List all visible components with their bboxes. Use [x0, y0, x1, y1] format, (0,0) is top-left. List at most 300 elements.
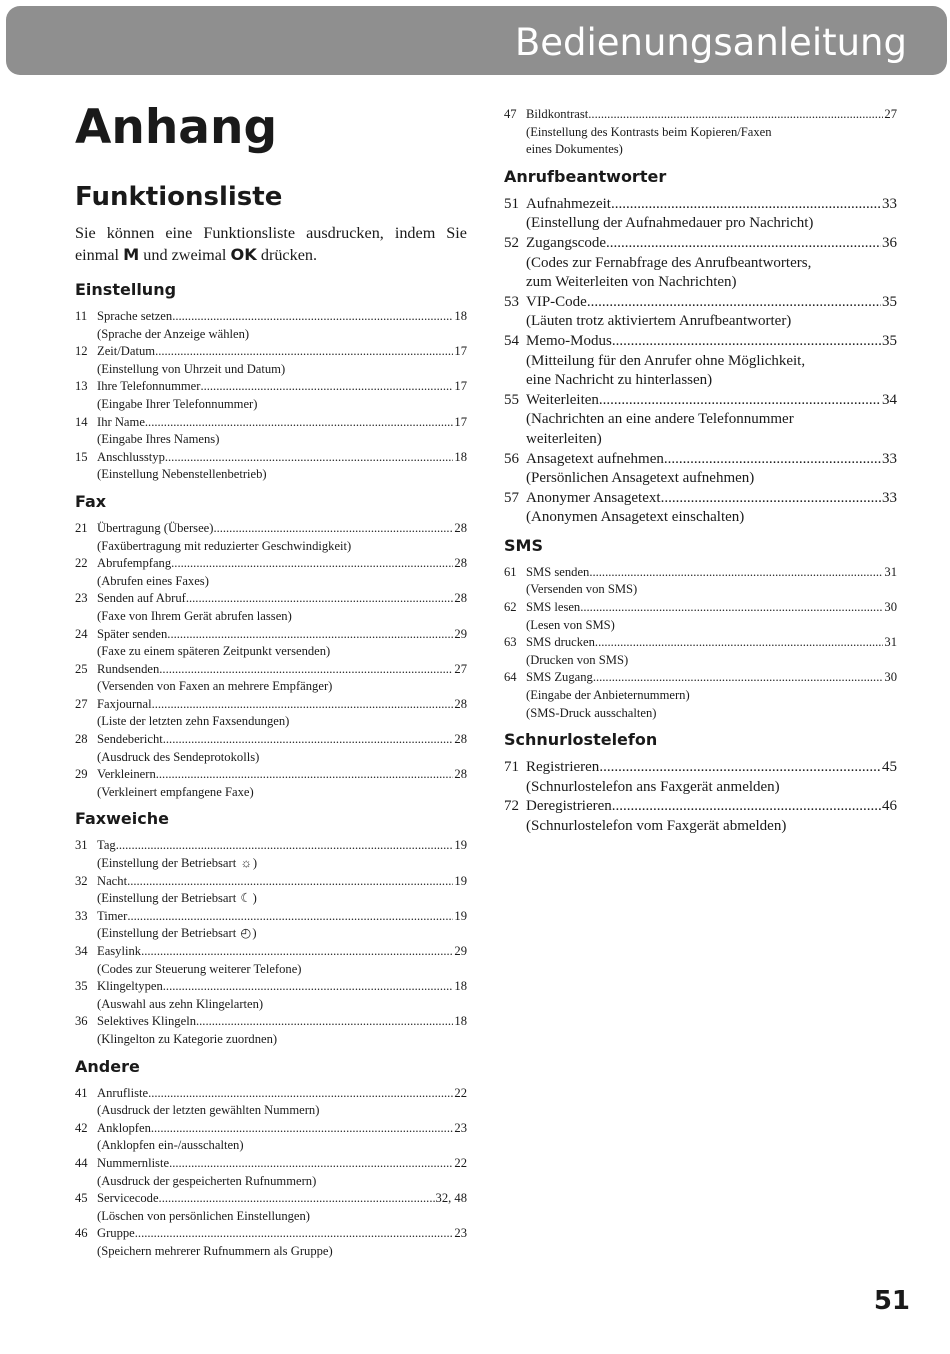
function-entry: [75, 1225, 467, 1260]
function-description: [504, 410, 897, 430]
dot-leader: [172, 308, 453, 326]
function-entry: [75, 1190, 467, 1225]
description-text: (Persönlichen Ansagetext aufnehmen): [526, 470, 755, 487]
dot-leader: [588, 106, 883, 124]
page-reference: 28: [454, 767, 467, 782]
moon-icon: ☾: [240, 891, 252, 906]
left-column: [75, 280, 467, 1269]
description-text: weiterleiten): [526, 430, 602, 447]
function-description: [504, 312, 897, 332]
function-number: 63: [504, 635, 517, 650]
description-text: (Ausdruck der gespeicherten Rufnummern): [97, 1173, 317, 1188]
function-description: [75, 396, 467, 414]
entry-line: [75, 978, 467, 996]
function-entry: [504, 489, 897, 528]
page-reference: 17: [454, 414, 467, 429]
function-number: 62: [504, 600, 517, 615]
dot-leader: [606, 234, 881, 254]
description-text: (Codes zur Fernabfrage des Anrufbeantworters,: [526, 254, 812, 271]
function-entry: [75, 626, 467, 661]
description-text: (Einstellung der Betriebsart: [97, 891, 237, 906]
function-number: 34: [75, 944, 88, 958]
description-text: (Mitteilung für den Anrufer ohne Möglichkeit,: [526, 352, 806, 369]
function-entry: [75, 978, 467, 1013]
entry-line: [504, 564, 897, 582]
section-schnurlostelefon: [504, 730, 897, 836]
page-reference: 28: [454, 556, 467, 571]
dot-leader: [145, 414, 454, 432]
function-name: Faxjournal: [97, 696, 152, 711]
section-title: SMS: [504, 535, 543, 555]
function-name: Rundsenden: [97, 661, 160, 676]
intro-part: Sie können eine Funktionsliste ausdrucken, indem Sie einmal: [75, 224, 467, 264]
function-number: 46: [75, 1226, 88, 1241]
page-reference: 29: [454, 626, 467, 641]
function-description: [75, 1173, 467, 1191]
page-reference: 18: [454, 449, 467, 464]
function-name: Zeit/Datum: [97, 344, 156, 359]
function-entry: [75, 1013, 467, 1048]
function-description: [75, 713, 467, 731]
clock-icon: ◴: [240, 926, 252, 941]
entry-line: [504, 391, 897, 411]
dot-leader: [213, 520, 453, 538]
function-description: [75, 678, 467, 696]
page-reference: 31: [884, 635, 897, 650]
function-name: Klingeltypen: [97, 979, 163, 994]
dot-leader: [152, 696, 454, 714]
entry-line: [75, 555, 467, 573]
function-description: [75, 538, 467, 556]
description-text: (Faxe zu einem späteren Zeitpunkt versenden): [97, 644, 331, 659]
function-number: 55: [504, 391, 519, 408]
description-text: (Nachrichten an eine andere Telefonnummer: [526, 411, 794, 428]
entry-line: [504, 293, 897, 313]
description-text: (Sprache der Anzeige wählen): [97, 326, 250, 341]
description-text: (Faxübertragung mit reduzierter Geschwindigkeit): [97, 538, 352, 553]
key-m: M: [123, 245, 140, 264]
header-title: Bedienungsanleitung: [514, 21, 907, 64]
dot-leader: [593, 669, 884, 687]
dot-leader: [169, 1155, 453, 1173]
description-text: eines Dokumentes): [526, 142, 623, 157]
description-text: (Ausdruck der letzten gewählten Nummern): [97, 1103, 320, 1118]
description-text: (Versenden von Faxen an mehrere Empfänger): [97, 679, 333, 694]
dot-leader: [186, 590, 454, 608]
function-description: [504, 371, 897, 391]
function-number: 14: [75, 414, 88, 429]
function-entry: [504, 669, 897, 722]
entry-line: [75, 520, 467, 538]
function-description: [504, 124, 897, 142]
function-name: Zugangscode: [526, 234, 606, 251]
function-name: Memo-Modus: [526, 332, 612, 349]
function-entry: [504, 599, 897, 634]
page-reference: 29: [454, 944, 467, 958]
function-number: 13: [75, 379, 88, 394]
function-name: Später senden: [97, 626, 168, 641]
function-description: (Einstellung der Betriebsart ◴): [75, 925, 467, 943]
function-entry: [75, 731, 467, 766]
entry-line: [75, 837, 467, 855]
function-name: Timer: [97, 908, 128, 923]
function-name: SMS senden: [526, 564, 590, 579]
dot-leader: [151, 1120, 454, 1138]
function-description: [75, 1137, 467, 1155]
description-text: (Schnurlostelefon vom Faxgerät abmelden): [526, 818, 787, 834]
function-entry: [504, 797, 897, 836]
page-reference: 30: [884, 600, 897, 615]
function-number: 15: [75, 449, 88, 464]
function-entry: [504, 758, 897, 797]
entry-line: [504, 797, 897, 817]
function-number: 31: [75, 838, 88, 853]
entry-line: [75, 449, 467, 467]
function-number: 52: [504, 234, 519, 251]
description-text: zum Weiterleiten von Nachrichten): [526, 274, 737, 291]
function-name: Servicecode: [97, 1191, 159, 1206]
function-number: 23: [75, 591, 88, 606]
function-number: 64: [504, 670, 517, 685]
dot-leader: [599, 391, 881, 411]
function-name: Sendebericht: [97, 732, 163, 747]
entry-line: [75, 1013, 467, 1031]
entry-line: [75, 626, 467, 644]
function-name: Verkleinern: [97, 767, 156, 782]
dot-leader: [589, 564, 883, 582]
dot-leader: [144, 943, 453, 961]
entry-line: [504, 195, 897, 215]
dot-leader: [159, 661, 453, 679]
function-number: 25: [75, 661, 88, 676]
function-entry: [75, 943, 467, 978]
function-entry: [75, 590, 467, 625]
function-number: 56: [504, 450, 519, 467]
header-bar: [6, 6, 947, 75]
function-description: [75, 996, 467, 1014]
function-name: SMS lesen: [526, 600, 581, 615]
function-description: [75, 1102, 467, 1120]
entry-line: [75, 590, 467, 608]
dot-leader: [159, 1190, 435, 1208]
description-text: (Codes zur Steuerung weiterer Telefone): [97, 961, 302, 976]
section-continued: [504, 106, 897, 159]
function-description: [75, 961, 467, 979]
function-entry: [75, 449, 467, 484]
function-description: [504, 687, 897, 705]
description-text: (Eingabe Ihrer Telefonnummer): [97, 396, 258, 411]
function-number: 27: [75, 696, 88, 711]
entry-line: [75, 766, 467, 784]
function-name: SMS drucken: [526, 635, 595, 650]
page-number: 51: [873, 1286, 910, 1316]
section-heading-funktionsliste: Funktionsliste: [75, 182, 283, 212]
function-name: SMS Zugang: [526, 670, 593, 685]
function-entry: [504, 450, 897, 489]
function-name: Übertragung (Übersee): [97, 520, 214, 535]
function-name: Gruppe: [97, 1226, 135, 1241]
description-text: (Drucken von SMS): [526, 652, 629, 667]
entry-line: [504, 599, 897, 617]
section-title: Faxweiche: [75, 809, 169, 829]
function-number: 11: [75, 309, 88, 323]
function-description: [504, 617, 897, 635]
entry-line: [75, 414, 467, 432]
description-text: (Läuten trotz aktiviertem Anrufbeantworter): [526, 313, 792, 330]
function-name: Senden auf Abruf: [97, 591, 186, 606]
function-name: Aufnahmezeit: [526, 195, 611, 212]
page-reference: 30: [884, 670, 897, 685]
function-description: [75, 1243, 467, 1261]
function-description: [75, 431, 467, 449]
entry-line: [504, 758, 897, 778]
right-column: [504, 106, 897, 845]
function-description: [504, 254, 897, 274]
entry-line: [504, 450, 897, 470]
function-entry: [75, 1155, 467, 1190]
function-description: [504, 141, 897, 159]
function-description: [75, 466, 467, 484]
function-description: [504, 469, 897, 489]
function-number: 44: [75, 1155, 88, 1170]
function-number: 33: [75, 908, 88, 923]
function-entry: [75, 1085, 467, 1120]
intro-part: drücken.: [256, 246, 318, 264]
description-text: (Eingabe der Anbieternummern): [526, 688, 690, 703]
page-reference: 46: [882, 798, 897, 815]
function-number: 71: [504, 759, 519, 776]
description-text: (Versenden von SMS): [526, 582, 638, 597]
function-description: [75, 361, 467, 379]
function-entry: [75, 1120, 467, 1155]
section-faxweiche: [75, 809, 467, 1048]
sun-icon: ☼: [240, 856, 252, 871]
page-reference: 28: [454, 732, 467, 747]
dot-leader: [580, 599, 883, 617]
description-text: (Einstellung der Betriebsart: [97, 856, 237, 871]
function-entry: [75, 414, 467, 449]
entry-line: [75, 343, 467, 361]
page-reference: 31: [884, 564, 897, 579]
description-text: (Faxe von Ihrem Gerät abrufen lassen): [97, 608, 292, 623]
function-number: 72: [504, 798, 519, 815]
function-description: (Einstellung der Betriebsart ☼): [75, 855, 467, 873]
function-number: 21: [75, 520, 88, 535]
function-name: Selektives Klingeln: [97, 1014, 196, 1029]
section-fax: [75, 492, 467, 802]
function-entry: [75, 661, 467, 696]
dot-leader: [196, 1013, 453, 1031]
description-text: (Einstellung der Aufnahmedauer pro Nachricht): [526, 215, 814, 232]
function-description: [75, 326, 467, 344]
entry-line: [75, 908, 467, 926]
function-number: 41: [75, 1085, 88, 1100]
entry-line: [504, 634, 897, 652]
section-title: Fax: [75, 491, 107, 511]
function-number: 61: [504, 564, 517, 579]
description-text: (Anklopfen ein-/ausschalten): [97, 1138, 244, 1153]
entry-line: [75, 1190, 467, 1208]
function-name: VIP-Code: [526, 293, 587, 310]
page-reference: 23: [454, 1226, 467, 1241]
function-entry: [75, 908, 467, 943]
entry-line: [75, 1120, 467, 1138]
dot-leader: [595, 634, 883, 652]
function-number: 57: [504, 489, 519, 506]
dot-leader: [156, 766, 454, 784]
page-reference: 18: [454, 309, 467, 323]
description-text: (Ausdruck des Sendeprotokolls): [97, 749, 260, 764]
entry-line: [75, 731, 467, 749]
description-text: (Eingabe Ihres Namens): [97, 432, 220, 447]
entry-line: [504, 332, 897, 352]
function-description: [504, 817, 897, 837]
function-name: Bildkontrast: [526, 107, 589, 121]
function-name: Weiterleiten: [526, 391, 599, 408]
function-entry: [504, 234, 897, 293]
intro-part: und zweimal: [139, 246, 231, 264]
description-text: (Speichern mehrerer Rufnummern als Gruppe): [97, 1243, 333, 1258]
dot-leader: [163, 731, 454, 749]
entry-line: [504, 489, 897, 509]
function-description: [504, 214, 897, 234]
page-reference: 35: [882, 332, 897, 349]
page-reference: 28: [454, 696, 467, 711]
dot-leader: [612, 332, 881, 352]
function-description: [504, 273, 897, 293]
function-number: 45: [75, 1191, 88, 1206]
function-entry: [504, 195, 897, 234]
entry-line: [504, 234, 897, 254]
page-reference: 27: [454, 661, 467, 676]
function-number: 28: [75, 732, 88, 747]
page-reference: 33: [882, 195, 897, 212]
function-description: [75, 749, 467, 767]
function-entry: [75, 766, 467, 801]
description-text: (Lesen von SMS): [526, 617, 615, 632]
description-text: (Einstellung der Betriebsart: [97, 926, 237, 941]
function-number: 22: [75, 556, 88, 571]
page-reference: 17: [454, 344, 467, 359]
page-reference: 33: [882, 489, 897, 506]
entry-line: [75, 873, 467, 891]
entry-line: [75, 943, 467, 961]
section-anrufbeantworter: [504, 167, 897, 528]
dot-leader: [661, 489, 881, 509]
function-number: 36: [75, 1014, 88, 1029]
page-reference: 22: [454, 1085, 467, 1100]
page-reference: 28: [454, 520, 467, 535]
function-name: Nacht: [97, 873, 128, 888]
entry-line: [75, 696, 467, 714]
function-name: Anrufliste: [97, 1085, 149, 1100]
function-number: 42: [75, 1120, 88, 1135]
description-text: (Liste der letzten zehn Faxsendungen): [97, 714, 290, 729]
function-name: Anklopfen: [97, 1120, 151, 1135]
section-andere: [75, 1057, 467, 1261]
dot-leader: [611, 195, 881, 215]
section-title: Einstellung: [75, 280, 177, 299]
entry-line: [75, 1155, 467, 1173]
description-text: eine Nachricht zu hinterlassen): [526, 372, 713, 389]
page-reference: 32, 48: [435, 1191, 467, 1206]
function-description: [504, 508, 897, 528]
dot-leader: [148, 1085, 453, 1103]
page-title: Anhang: [75, 100, 278, 155]
function-description: [75, 643, 467, 661]
function-entry: [75, 873, 467, 908]
function-entry: [75, 343, 467, 378]
description-text: (Löschen von persönlichen Einstellungen): [97, 1208, 310, 1223]
dot-leader: [127, 873, 453, 891]
function-description: [504, 581, 897, 599]
function-name: Ihre Telefonnummer: [97, 379, 201, 394]
function-name: Anschlusstyp: [97, 449, 165, 464]
description-text: (Klingelton zu Kategorie zuordnen): [97, 1031, 278, 1046]
entry-line: [75, 661, 467, 679]
function-name: Easylink.: [97, 944, 145, 958]
function-name: Abrufempfang: [97, 556, 172, 571]
dot-leader: [171, 555, 453, 573]
function-name: Deregistrieren: [526, 798, 612, 815]
page-reference: 22: [454, 1155, 467, 1170]
dot-leader: [587, 293, 881, 313]
function-number: 24: [75, 626, 88, 641]
key-ok: OK: [230, 245, 257, 264]
function-entry: [504, 634, 897, 669]
page-reference: 18: [454, 1014, 467, 1029]
dot-leader: [167, 626, 453, 644]
page-reference: 27: [884, 107, 897, 121]
function-number: 29: [75, 767, 88, 782]
dot-leader: [163, 978, 454, 996]
dot-leader: [612, 797, 881, 817]
function-description: [75, 573, 467, 591]
function-name: Sprache setzen: [97, 309, 173, 323]
description-text: (Einstellung Nebenstellenbetrieb): [97, 467, 267, 482]
description-text: (Anonymen Ansagetext einschalten): [526, 509, 745, 526]
function-name: Ansagetext aufnehmen: [526, 450, 664, 467]
page-reference: 19: [454, 908, 467, 923]
function-description: [75, 1031, 467, 1049]
page-reference: 45: [882, 759, 897, 776]
dot-leader: [135, 1225, 454, 1243]
entry-line: [75, 1225, 467, 1243]
page-reference: 35: [882, 293, 897, 310]
function-entry: [504, 391, 897, 450]
function-number: 12: [75, 344, 88, 359]
function-entry: [504, 564, 897, 599]
function-entry: [75, 696, 467, 731]
function-entry: [504, 332, 897, 391]
function-description: (Einstellung der Betriebsart ☾): [75, 890, 467, 908]
description-text: (Abrufen eines Faxes): [97, 573, 209, 588]
section-title: Schnurlostelefon: [504, 730, 658, 750]
function-name: Anonymer Ansagetext: [526, 489, 661, 506]
entry-line: [504, 669, 897, 687]
function-entry: [504, 293, 897, 332]
entry-line: [504, 106, 897, 124]
page-reference: 18: [454, 979, 467, 994]
page-reference: 23: [454, 1120, 467, 1135]
section-sms: [504, 536, 897, 722]
function-name: Nummernliste: [97, 1155, 170, 1170]
description-text: (Auswahl aus zehn Klingelarten): [97, 996, 264, 1011]
description-text: (Einstellung des Kontrasts beim Kopieren/Faxen: [526, 124, 772, 139]
dot-leader: [127, 908, 453, 926]
section-title: Andere: [75, 1056, 140, 1076]
function-description: [75, 1208, 467, 1226]
